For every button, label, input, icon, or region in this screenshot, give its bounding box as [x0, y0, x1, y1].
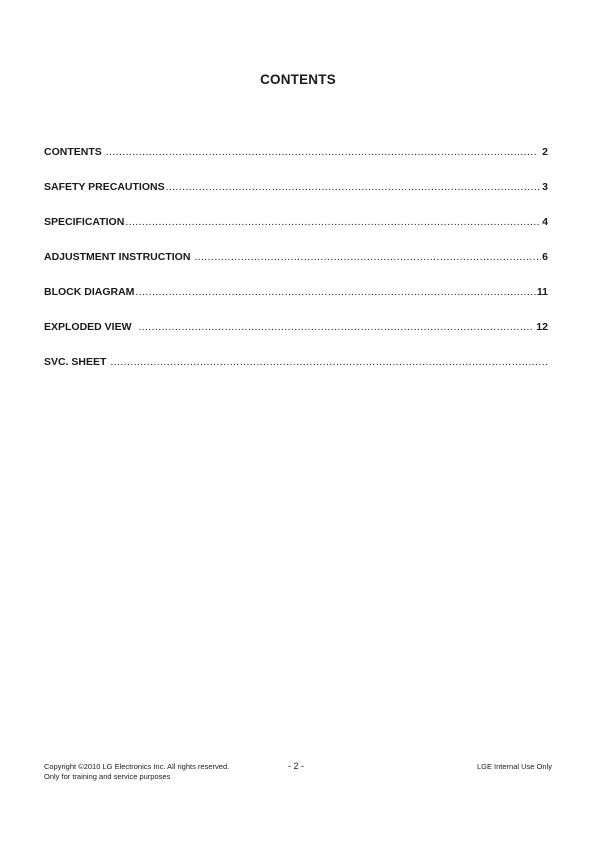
- toc-dot-leader: [166, 181, 542, 193]
- toc-entry-label: CONTENTS: [44, 146, 105, 158]
- toc-dot-leader: [194, 251, 541, 263]
- page-title: CONTENTS: [260, 72, 336, 87]
- toc-entry-label: ADJUSTMENT INSTRUCTION: [44, 251, 194, 263]
- toc-entry-label: BLOCK DIAGRAM: [44, 286, 135, 298]
- toc-entry-exploded-view[interactable]: [44, 321, 548, 356]
- toc-entry-page: 4: [542, 216, 548, 228]
- toc-entry-page: 6: [542, 251, 548, 263]
- toc-entry-page: 2: [539, 146, 548, 158]
- toc-entry-page: 12: [533, 321, 548, 333]
- footer-purpose: Only for training and service purposes: [44, 771, 171, 781]
- toc-entry-page: 3: [542, 181, 548, 193]
- toc-entry-label: SVC. SHEET: [44, 356, 110, 368]
- footer-copyright-block: [44, 762, 229, 781]
- toc-entry-contents[interactable]: [44, 146, 548, 181]
- footer-page-number: - 2 -: [288, 761, 305, 771]
- footer-internal-use: LGE Internal Use Only: [476, 762, 552, 771]
- toc-entry-label: EXPLODED VIEW: [44, 321, 138, 333]
- toc-dot-leader: [135, 286, 535, 298]
- toc-entry-svc-sheet[interactable]: [44, 356, 548, 391]
- toc-entry-page: 11: [536, 286, 548, 298]
- table-of-contents: [44, 146, 548, 391]
- toc-dot-leader: [125, 216, 541, 228]
- toc-entry-adjustment-instruction[interactable]: [44, 251, 548, 286]
- toc-dot-leader: [110, 356, 547, 368]
- footer-copyright: Copyright ©2010 LG Electronics Inc. All rights reserved.: [44, 762, 230, 771]
- toc-dot-leader: [106, 146, 539, 158]
- toc-dot-leader: [138, 321, 532, 333]
- toc-entry-safety-precautions[interactable]: [44, 181, 548, 216]
- toc-entry-block-diagram[interactable]: [44, 286, 548, 321]
- toc-entry-label: SAFETY PRECAUTIONS: [44, 181, 165, 193]
- toc-entry-specification[interactable]: [44, 216, 548, 251]
- toc-entry-label: SPECIFICATION: [44, 216, 125, 228]
